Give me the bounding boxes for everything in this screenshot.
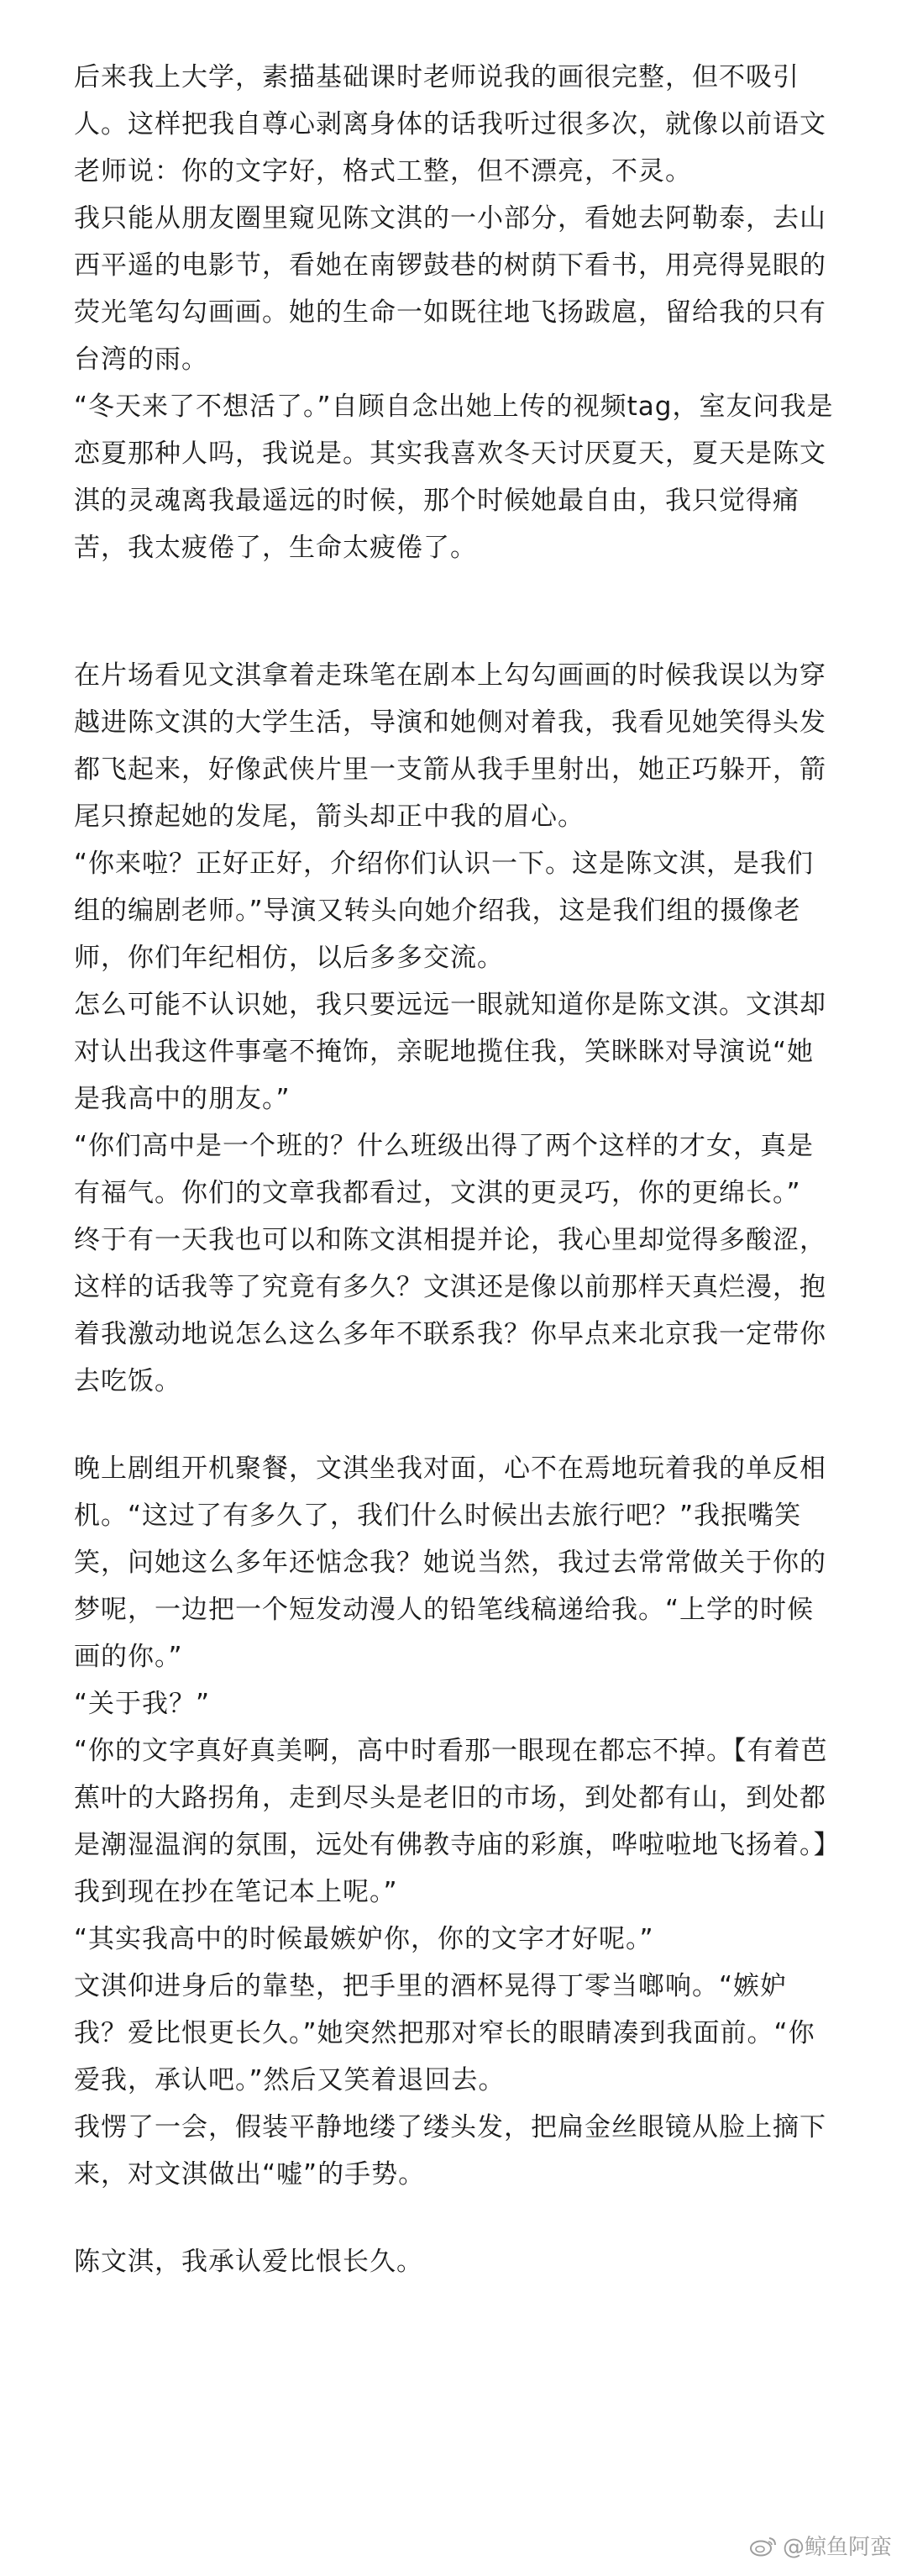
paragraph: 终于有一天我也可以和陈文淇相提并论，我心里却觉得多酸涩，这样的话我等了究竟有多久？文淇还是像以前那样天真烂漫，抱着我激动地说怎么这么多年不联系我？你早点来北京我一定带你去吃饭。 — [74, 1225, 826, 1396]
section-4 — [74, 2238, 840, 2285]
section-2 — [74, 652, 840, 1405]
section-1 — [74, 54, 840, 571]
paragraph: 我愣了一会，假装平静地缕了缕头发，把扁金丝眼镜从脸上摘下来，对文淇做出“嘘”的手势。 — [74, 2112, 826, 2190]
section-divider-space — [74, 1405, 840, 1445]
paragraph: 文淇仰进身后的靠垫，把手里的酒杯晃得丁零当啷响。“嫉妒我？爱比恨更长久。”她突然把那对窄长的眼睛凑到我面前。“你爱我，承认吧。”然后又笑着退回去。 — [74, 1971, 815, 2095]
paragraph: 我只能从朋友圈里窥见陈文淇的一小部分，看她去阿勒泰，去山西平遥的电影节，看她在南锣鼓巷的树荫下看书，用亮得晃眼的荧光笔勾勾画画。她的生命一如既往地飞扬跋扈，留给我的只有台湾的雨。 — [74, 203, 826, 375]
watermark-text: @鲸鱼阿蛮 — [782, 2535, 892, 2560]
weibo-icon — [749, 2534, 778, 2558]
paragraph: 晚上剧组开机聚餐，文淇坐我对面，心不在焉地玩着我的单反相机。“这过了有多久了，我们什么时候出去旅行吧？”我抿嘴笑笑，问她这么多年还惦念我？她说当然，我过去常常做关于你的梦呢，一边把一个短发动漫人的铅笔线稿递给我。“上学的时候画的你。” — [74, 1454, 826, 1672]
section-divider-space — [74, 571, 840, 652]
section-divider-space — [74, 2198, 840, 2238]
document-body — [74, 54, 840, 2285]
paragraph: 陈文淇，我承认爱比恨长久。 — [74, 2247, 423, 2277]
paragraph: “其实我高中的时候最嫉妒你，你的文字才好呢。” — [74, 1924, 654, 1954]
paragraph: “冬天来了不想活了。”自顾自念出她上传的视频tag，室友问我是恋夏那种人吗，我说是。其实我喜欢冬天讨厌夏天，夏天是陈文淇的灵魂离我最遥远的时候，那个时候她最自由，我只觉得痛苦，我太疲倦了，生命太疲倦了。 — [74, 392, 834, 563]
paragraph: “你来啦？正好正好，介绍你们认识一下。这是陈文淇，是我们组的编剧老师。”导演又转头向她介绍我，这是我们组的摄像老师，你们年纪相仿，以后多多交流。 — [74, 849, 815, 973]
section-3 — [74, 1445, 840, 2198]
paragraph: “关于我？” — [74, 1689, 211, 1719]
paragraph: “你的文字真好真美啊，高中时看那一眼现在都忘不掉。【有着芭蕉叶的大路拐角，走到尽头是老旧的市场，到处都有山，到处都是潮湿温润的氛围，远处有佛教寺庙的彩旗，哗啦啦地飞扬着。】我到现在抄在笔记本上呢。” — [74, 1736, 828, 1907]
watermark — [749, 2530, 892, 2561]
paragraph: 怎么可能不认识她，我只要远远一眼就知道你是陈文淇。文淇却对认出我这件事毫不掩饰，亲昵地揽住我，笑眯眯对导演说“她是我高中的朋友。” — [74, 990, 826, 1114]
paragraph: “你们高中是一个班的？什么班级出得了两个这样的才女，真是有福气。你们的文章我都看过，文淇的更灵巧，你的更绵长。” — [74, 1131, 815, 1208]
paragraph: 在片场看见文淇拿着走珠笔在剧本上勾勾画画的时候我误以为穿越进陈文淇的大学生活，导演和她侧对着我，我看见她笑得头发都飞起来，好像武侠片里一支箭从我手里射出，她正巧躲开，箭尾只撩起她的发尾，箭头却正中我的眉心。 — [74, 660, 826, 832]
paragraph: 后来我上大学，素描基础课时老师说我的画很完整，但不吸引人。这样把我自尊心剥离身体的话我听过很多次，就像以前语文老师说：你的文字好，格式工整，但不漂亮，不灵。 — [74, 62, 826, 187]
